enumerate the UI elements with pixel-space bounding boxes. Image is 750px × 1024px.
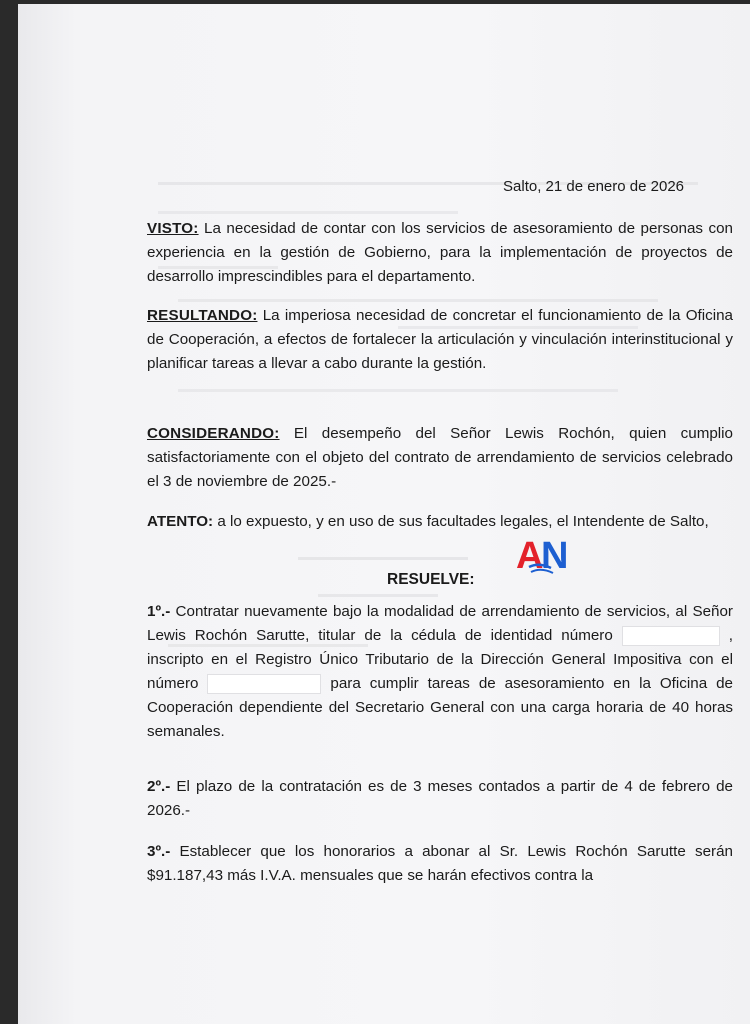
item-1 [147,600,733,744]
considerando-paragraph [147,422,733,494]
atento-paragraph [147,510,733,534]
document-date: Salto, 21 de enero de 2026 [503,178,684,195]
item-2-number: 2º.- [147,778,171,795]
an-logo [515,537,579,577]
item-1-text-c: para cumplir tareas de asesoramiento en la Oficina de Cooperación dependiente del Secretario General con una carga horaria de 40 horas semanales. [147,675,733,740]
visto-paragraph [147,217,733,289]
redacted-id-number [622,626,720,646]
considerando-label: CONSIDERANDO: [147,425,280,442]
logo-letter-a: A [516,537,544,577]
item-3 [147,840,733,888]
item-3-text: Establecer que los honorarios a abonar al Sr. Lewis Rochón Sarutte serán $91.187,43 más I.V.A. mensuales que se harán efectivos contra la [147,843,733,884]
document-page [18,4,750,1024]
item-1-text-a: Contratar nuevamente bajo la modalidad de arrendamiento de servicios, al Señor Lewis Rochón Sarutte, titular de la cédula de identidad número [147,603,733,644]
resultando-label: RESULTANDO: [147,307,258,324]
atento-text: a lo expuesto, y en uso de sus facultades legales, el Intendente de Salto, [213,513,709,530]
redacted-rut-number [207,674,321,694]
atento-label: ATENTO: [147,513,214,530]
resuelve-heading: RESUELVE: [387,571,475,588]
item-2-text: El plazo de la contratación es de 3 meses contados a partir de 4 de febrero de 2026.- [147,778,733,819]
resultando-paragraph [147,304,733,376]
item-1-text-b: , inscripto en el Registro Único Tributario de la Dirección General Impositiva con el número [147,627,733,692]
logo-letter-n: N [541,537,569,577]
visto-text: La necesidad de contar con los servicios de asesoramiento de personas con experiencia en la gestión de Gobierno, para la implementación de proyectos de desarrollo imprescindibles para el departamento. [147,220,733,285]
resultando-text: La imperiosa necesidad de concretar el funcionamiento de la Oficina de Cooperación, a efectos de fortalecer la articulación y vinculación interinstitucional y planificar tareas a llevar a cabo durante la gestión. [147,307,733,372]
item-2 [147,775,733,823]
item-1-number: 1º.- [147,603,171,620]
considerando-text: El desempeño del Señor Lewis Rochón, quien cumplio satisfactoriamente con el objeto del contrato de arrendamiento de servicios celebrado el 3 de noviembre de 2025.- [147,425,733,490]
item-3-number: 3º.- [147,843,171,860]
visto-label: VISTO: [147,220,199,237]
